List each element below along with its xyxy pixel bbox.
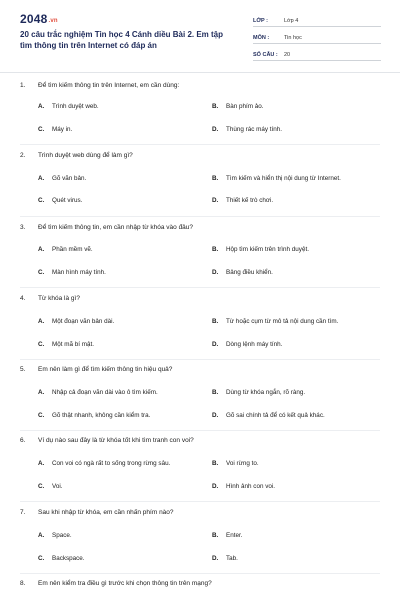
option-c[interactable] [38, 483, 63, 490]
option-letter: B. [212, 532, 219, 539]
question-divider [20, 216, 380, 217]
header [0, 0, 400, 72]
meta-box [253, 12, 381, 63]
logo-main: 2048 [20, 12, 48, 26]
logo-tld: .vn [48, 18, 58, 24]
meta-value-subject: Tin học [284, 35, 302, 41]
option-letter: A. [38, 389, 45, 396]
question-divider [20, 430, 380, 431]
question-prompt: Em nên làm gì để tìm kiếm thông tin hiệu quả? [38, 366, 173, 373]
option-letter: D. [212, 197, 219, 204]
question-text [20, 295, 80, 302]
question-text [20, 224, 193, 231]
question-number: 3. [20, 224, 26, 231]
question-prompt: Em nên kiểm tra điều gì trước khi chọn thông tin trên mạng? [38, 580, 212, 587]
option-c[interactable] [38, 341, 94, 348]
option-a[interactable] [38, 318, 114, 325]
option-a[interactable] [38, 103, 99, 110]
option-d[interactable] [212, 341, 282, 348]
option-text: Voi rừng to. [226, 460, 259, 467]
option-text: Gõ văn bản. [52, 175, 87, 182]
option-text: Gõ thật nhanh, không cần kiểm tra. [52, 412, 151, 419]
option-text: Bảng điều khiển. [226, 269, 273, 276]
question-number: 4. [20, 295, 26, 302]
question-divider [20, 573, 380, 574]
question-number: 1. [20, 82, 26, 89]
site-logo[interactable] [20, 12, 58, 26]
question-text [20, 437, 194, 444]
option-letter: C. [38, 197, 45, 204]
option-letter: D. [212, 126, 219, 133]
question-text [20, 82, 179, 89]
option-d[interactable] [212, 555, 238, 562]
option-letter: D. [212, 269, 219, 276]
option-d[interactable] [212, 197, 273, 204]
option-letter: A. [38, 246, 45, 253]
option-b[interactable] [212, 103, 263, 110]
option-c[interactable] [38, 197, 82, 204]
question-divider [20, 144, 380, 145]
meta-label-count: SỐ CÂU : [253, 52, 278, 58]
option-text: Máy in. [52, 126, 73, 133]
question-divider [20, 359, 380, 360]
question-text [20, 580, 212, 587]
option-text: Một mã bí mật. [52, 341, 94, 348]
option-c[interactable] [38, 412, 150, 419]
option-d[interactable] [212, 126, 282, 133]
option-a[interactable] [38, 460, 170, 467]
option-a[interactable] [38, 246, 93, 253]
option-text: Tìm kiếm và hiển thị nội dung từ Internet. [226, 175, 341, 182]
meta-label-grade: LỚP : [253, 18, 268, 24]
question-prompt: Để tìm kiếm thông tin, em cần nhập từ khóa vào đâu? [38, 224, 194, 231]
page-title: 20 câu trắc nghiệm Tin học 4 Cánh diều Bài 2. Em tập tìm thông tin trên Internet có đáp án [20, 30, 224, 50]
option-letter: A. [38, 318, 45, 325]
option-d[interactable] [212, 412, 325, 419]
question-number: 7. [20, 509, 26, 516]
option-b[interactable] [212, 246, 309, 253]
option-text: Gõ sai chính tả để có kết quả khác. [226, 412, 325, 419]
option-b[interactable] [212, 532, 242, 539]
option-a[interactable] [38, 532, 72, 539]
option-letter: D. [212, 555, 219, 562]
question-text [20, 152, 133, 159]
option-text: Enter. [226, 532, 243, 539]
option-letter: D. [212, 412, 219, 419]
option-letter: A. [38, 532, 45, 539]
option-text: Backspace. [52, 555, 85, 562]
option-text: Voi. [52, 483, 63, 490]
option-text: Quét virus. [52, 197, 83, 204]
option-a[interactable] [38, 175, 86, 182]
option-c[interactable] [38, 269, 106, 276]
question-prompt: Ví dụ nào sau đây là từ khóa tốt khi tìm tranh con voi? [38, 437, 194, 444]
option-letter: D. [212, 483, 219, 490]
option-letter: C. [38, 269, 45, 276]
option-letter: A. [38, 460, 45, 467]
question-divider [20, 287, 380, 288]
question-text [20, 366, 172, 373]
question-prompt: Sau khi nhập từ khóa, em cần nhấn phím nào? [38, 509, 174, 516]
meta-value-grade: Lớp 4 [284, 18, 299, 24]
option-text: Dòng lệnh máy tính. [226, 341, 283, 348]
question-prompt: Trình duyệt web dùng để làm gì? [38, 152, 133, 159]
option-b[interactable] [212, 175, 341, 182]
option-letter: A. [38, 103, 45, 110]
option-text: Hình ảnh con voi. [226, 483, 276, 490]
option-d[interactable] [212, 483, 275, 490]
option-letter: B. [212, 460, 219, 467]
meta-row-subject [253, 29, 381, 44]
option-text: Bàn phím ảo. [226, 103, 264, 110]
option-b[interactable] [212, 460, 259, 467]
option-b[interactable] [212, 389, 305, 396]
question-divider [20, 501, 380, 502]
option-text: Space. [52, 532, 72, 539]
meta-label-subject: MÔN : [253, 35, 270, 41]
option-c[interactable] [38, 555, 85, 562]
option-text: Tab. [226, 555, 238, 562]
option-letter: A. [38, 175, 45, 182]
option-d[interactable] [212, 269, 273, 276]
option-letter: C. [38, 412, 45, 419]
option-letter: B. [212, 175, 219, 182]
question-text [20, 509, 174, 516]
question-prompt: Từ khóa là gì? [38, 295, 80, 302]
option-letter: B. [212, 389, 219, 396]
option-letter: C. [38, 483, 45, 490]
meta-value-count: 20 [284, 52, 291, 58]
question-number: 6. [20, 437, 26, 444]
option-letter: C. [38, 126, 45, 133]
question-prompt: Để tìm kiếm thông tin trên Internet, em cần dùng: [38, 82, 180, 89]
question-number: 5. [20, 366, 26, 373]
option-text: Dùng từ khóa ngắn, rõ ràng. [226, 389, 306, 396]
option-c[interactable] [38, 126, 72, 133]
meta-row-count [253, 46, 381, 61]
option-letter: B. [212, 246, 219, 253]
option-text: Con voi có ngà rất to sống trong rừng sâu. [52, 460, 171, 467]
option-letter: B. [212, 318, 219, 325]
question-number: 8. [20, 580, 26, 587]
meta-row-grade [253, 12, 381, 27]
option-b[interactable] [212, 318, 338, 325]
option-text: Thùng rác máy tính. [226, 126, 282, 133]
option-letter: D. [212, 341, 219, 348]
option-text: Một đoạn văn bản dài. [52, 318, 115, 325]
option-text: Thiết kế trò chơi. [226, 197, 274, 204]
question-number: 2. [20, 152, 26, 159]
option-text: Hộp tìm kiếm trên trình duyệt. [226, 246, 309, 253]
option-text: Trình duyệt web. [52, 103, 99, 110]
option-a[interactable] [38, 389, 158, 396]
option-text: Màn hình máy tính. [52, 269, 106, 276]
option-letter: C. [38, 555, 45, 562]
option-letter: C. [38, 341, 45, 348]
header-divider [0, 72, 400, 73]
option-letter: B. [212, 103, 219, 110]
option-text: Nhập cả đoạn văn dài vào ô tìm kiếm. [52, 389, 158, 396]
option-text: Phần mềm vẽ. [52, 246, 93, 253]
option-text: Từ hoặc cụm từ mô tả nội dung cần tìm. [226, 318, 339, 325]
